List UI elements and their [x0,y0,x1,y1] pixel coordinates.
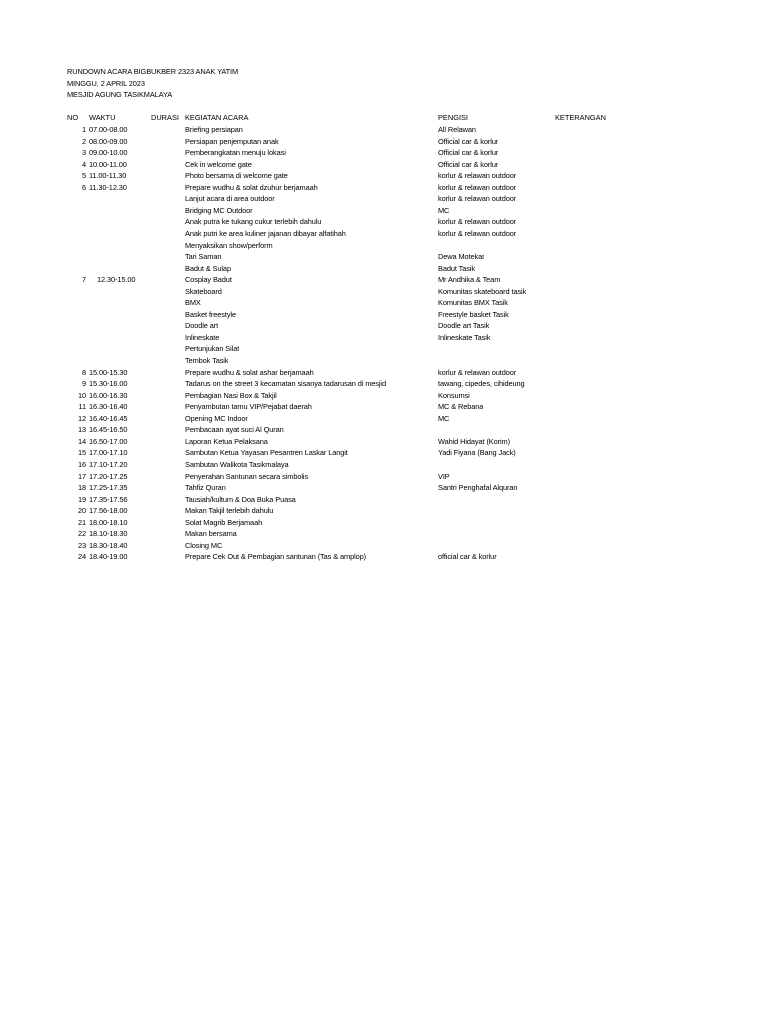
row-number: 20 [77,506,86,516]
row-performer: Konsumsi [438,390,470,400]
row-activity: Prepare Cek Out & Pembagian santunan (Tas & amplop) [185,552,366,562]
row-activity: Penyerahan Santunan secara simbolis [185,471,309,481]
table-row [0,551,768,563]
row-time: 18.10-18.30 [89,529,128,539]
table-row [0,251,768,263]
row-number: 4 [81,159,86,169]
table-row [0,309,768,321]
table-row [0,517,768,529]
row-time: 18.30-18.40 [89,540,128,550]
row-time: 15.30-16.00 [89,379,128,389]
row-time: 15.00-15.30 [89,367,128,377]
row-activity: Sambutan Walikota Tasikmalaya [185,459,289,469]
table-row [0,297,768,309]
row-activity: Tari Saman [185,252,222,262]
row-activity: Basket freestyle [185,309,236,319]
row-number: 6 [81,182,86,192]
row-activity: Laporan Ketua Pelaksana [185,436,268,446]
document-venue: MESJID AGUNG TASIKMALAYA [67,90,173,99]
row-number: 11 [78,402,86,412]
row-activity: Opening MC Indoor [185,413,248,423]
document-title: RUNDOWN ACARA BIGBUKBER 2323 ANAK YATIM [67,67,239,76]
table-row [0,124,768,136]
row-activity: Prepare wudhu & solat dzuhur berjamaah [185,182,318,192]
row-activity: Sambutan Ketua Yayasan Pesantren Laskar Langit [185,448,348,458]
header-kegiatan: KEGIATAN ACARA [185,113,249,122]
row-activity: Tadarus on the street 3 kecamatan sisanya tadarusan di mesjid [185,379,386,389]
row-performer: Freestyle basket Tasik [438,309,509,319]
table-row [0,136,768,148]
row-activity: Persiapan penjemputan anak [185,136,279,146]
table-row [0,193,768,205]
table-row [0,482,768,494]
row-activity: Pembagian Nasi Box & Takjil [185,390,277,400]
row-activity: Anak putri ke area kuliner jajanan dibayar alfatihah [185,228,346,238]
row-performer: MC [438,205,450,215]
header-keterangan: KETERANGAN [555,113,606,122]
row-activity: Briefing persiapan [185,125,243,134]
row-activity: Inlineskate [185,332,220,342]
row-activity: Skateboard [185,286,222,296]
table-row [0,263,768,275]
row-number: 24 [77,552,86,562]
row-performer: korlur & relawan outdoor [438,182,517,192]
row-activity: Tahfiz Quran [185,483,226,493]
row-activity: Makan bersama [185,529,237,539]
table-row [0,447,768,459]
row-performer: Komunitas BMX Tasik [438,298,508,308]
row-performer: MC [438,413,450,423]
row-time: 18.00-18.10 [89,517,128,527]
row-time: 07.00-08.00 [89,125,128,134]
document-date: MINGGU, 2 APRIL 2023 [67,78,145,88]
row-time: 18.40-19.00 [89,552,128,562]
table-row [0,413,768,425]
table-row [0,170,768,182]
table-row [0,436,768,448]
row-number: 3 [81,148,86,158]
table-row [0,390,768,402]
row-performer: korlur & relawan outdoor [438,367,517,377]
table-row [0,378,768,390]
row-activity: Anak putra ke tukang cukur terlebih dahulu [185,217,322,227]
row-number: 17 [77,471,86,481]
row-time: 16.45-16.50 [89,425,128,435]
row-activity: Tembok Tasik [185,356,229,365]
row-performer: Official car & korlur [438,159,499,169]
row-number: 23 [77,540,86,550]
row-activity: Pemberangkatan menuju lokasi [185,148,286,158]
row-performer: Wahid Hidayat (Korim) [438,436,510,446]
table-row [0,505,768,517]
table-row [0,182,768,194]
table-row [0,424,768,436]
row-number: 1 [81,125,86,134]
row-time: 09.00-10.00 [89,148,128,158]
row-performer: MC & Rebana [438,402,484,412]
header-no: NO [67,113,79,122]
row-number: 9 [81,379,86,389]
row-number: 16 [77,459,86,469]
row-time: 16.00-16.30 [89,390,128,400]
header-waktu: WAKTU [89,113,116,122]
row-number: 7 [81,275,86,285]
row-performer: Santri Penghafal Alquran [438,483,518,493]
row-performer: Doodle art Tasik [438,321,490,331]
row-number: 12 [77,413,86,423]
table-row [0,228,768,240]
table-row [0,286,768,298]
row-activity: Menyaksikan show/perform [185,240,273,250]
table-row [0,494,768,506]
table-row [0,459,768,471]
row-performer: korlur & relawan outdoor [438,194,517,204]
header-pengisi: PENGISI [438,113,468,122]
row-activity: Lanjut acara di area outdoor [185,194,275,204]
row-activity: Penyambutan tamu VIP/Pejabat daerah [185,402,312,412]
row-performer: Mr Andhika & Team [438,275,501,285]
table-row [0,355,768,367]
row-activity: BMX [185,298,201,308]
row-number: 5 [81,171,86,181]
row-number: 10 [77,390,86,400]
table-row [0,528,768,540]
row-time: 16.50-17.00 [89,436,128,446]
row-number: 19 [77,494,86,504]
row-number: 2 [81,136,86,146]
row-activity: Makan Takjil terlebih dahulu [185,506,274,516]
row-performer: official car & korlur [438,552,497,562]
table-row [0,471,768,483]
table-row [0,332,768,344]
row-performer: Badut Tasik [438,263,475,273]
row-time: 17.00-17.10 [89,448,128,458]
row-activity: Photo bersama di welcome gate [185,171,288,181]
row-activity: Badut & Sulap [185,263,231,273]
row-performer: Official car & korlur [438,148,499,158]
table-row [0,401,768,413]
row-number: 22 [77,529,86,539]
row-time: 17.20-17.25 [89,471,128,481]
row-performer: Inlineskate Tasik [438,332,491,342]
row-performer: Dewa Motekar [438,252,485,262]
row-time: 08.00-09.00 [89,136,128,146]
table-row [0,320,768,332]
table-row [0,540,768,552]
row-activity: Bridging MC Outdoor [185,205,253,215]
table-row [0,343,768,355]
row-time: 17.10-17.20 [89,459,128,469]
row-activity: Cek in welcome gate [185,159,252,169]
row-number: 15 [77,448,86,458]
row-number: 18 [77,483,86,493]
row-activity: Prepare wudhu & solat ashar berjamaah [185,367,314,377]
row-number: 14 [77,436,86,446]
row-time: 17.25-17.35 [89,483,128,493]
row-time: 11.00-11.30 [89,171,127,181]
table-row [0,367,768,379]
row-time: 17.35-17.56 [89,494,128,504]
table-row [0,205,768,217]
row-performer: tawang, cipedes, cihideung [438,379,525,389]
row-performer: Yadi Fiyana (Bang Jack) [438,448,516,458]
table-row [0,216,768,228]
row-activity: Solat Magrib Berjamaah [185,517,263,527]
row-number: 13 [77,425,86,435]
header-durasi: DURASI [151,113,179,122]
row-time: 11.30-12.30 [89,182,127,192]
row-performer: VIP [438,471,450,481]
row-activity: Closing MC [185,540,223,550]
table-row [0,147,768,159]
row-performer: korlur & relawan outdoor [438,217,517,227]
row-activity: Pertunjukan Silat [185,344,240,354]
row-time: 16.40-16.45 [89,413,128,423]
row-number: 8 [81,367,86,377]
row-activity: Doodle art [185,321,219,331]
row-performer: Komunitas skateboard tasik [438,286,527,296]
row-time: 10.00-11.00 [89,159,127,169]
row-time: 16.30-16.40 [89,402,128,412]
row-number: 21 [77,517,86,527]
table-row [0,240,768,252]
row-activity: Cosplay Badut [185,275,232,285]
row-time: 12.30-15.00 [97,275,136,285]
table-row [0,159,768,171]
table-row [0,274,768,286]
row-activity: Pembacaan ayat suci Al Quran [185,425,284,435]
row-performer: korlur & relawan outdoor [438,171,517,181]
row-performer: Official car & korlur [438,136,499,146]
row-time: 17.56-18.00 [89,506,128,516]
row-performer: korlur & relawan outdoor [438,228,517,238]
row-performer: All Relawan [438,125,476,134]
row-activity: Tausiah/kultum & Doa Buka Puasa [185,494,296,504]
